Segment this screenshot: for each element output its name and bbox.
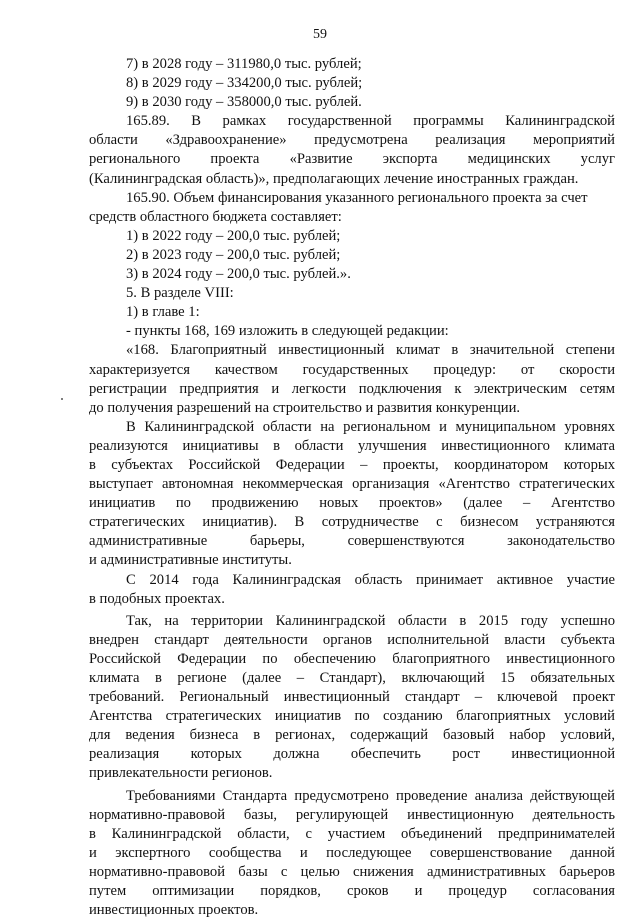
document-body (89, 55, 615, 920)
scan-artifact (61, 398, 63, 400)
text-line: 7) в 2028 году – 311980,0 тыс. рублей; (126, 56, 362, 72)
text-line: реализация которых должна обеспечить рост инвестиционной (89, 746, 615, 763)
text-line: В Калининградской области на региональном и муниципальном уровнях (126, 418, 615, 435)
text-line: Российской Федерации по обеспечению благоприятного инвестиционного (89, 650, 615, 667)
text-line: 3) в 2024 году – 200,0 тыс. рублей.». (126, 266, 351, 283)
text-line: внедрен стандарт деятельности органов исполнительной власти субъекта (89, 631, 615, 648)
text-line: Так, на территории Калининградской области в 2015 году успешно (126, 612, 615, 629)
text-line: в подобных проектах. (89, 590, 225, 607)
text-line: Требованиями Стандарта предусмотрено проведение анализа действующей (126, 787, 615, 804)
text-line: в субъектах Российской Федерации – проекты, координатором которых (89, 456, 615, 473)
text-line: административные барьеры, совершенствуются законодательство (89, 533, 615, 550)
text-line: и административные институты. (89, 552, 292, 569)
text-line: (Калининградская область)», предполагающих лечение иностранных граждан. (89, 170, 579, 187)
text-line: регионального проекта «Развитие экспорта медицинских услуг (89, 151, 615, 168)
text-line: - пункты 168, 169 изложить в следующей редакции: (126, 323, 449, 340)
text-line: инвестиционных проектов. (89, 902, 259, 919)
text-line: регистрации предприятия и легкости подключения к электрическим сетям (89, 380, 615, 397)
text-line: 1) в главе 1: (126, 304, 200, 321)
text-line: и экспертного сообщества и последующее совершенствование данной (89, 844, 615, 861)
text-line: путем оптимизации порядков, сроков и процедур согласования (89, 883, 615, 900)
text-line: Агентства стратегических инициатив по созданию благоприятных условий (89, 708, 615, 725)
text-line: выступает автономная некоммерческая организация «Агентство стратегических (89, 476, 615, 493)
text-line: стратегических инициатив). В сотрудничестве с бизнесом устраняются (89, 514, 615, 531)
text-line: 9) в 2030 году – 358000,0 тыс. рублей. (126, 94, 362, 111)
text-line: инициатив по продвижению новых проектов» (далее – Агентство (89, 495, 615, 512)
text-line: нормативно-правовой базы, регулирующей инвестиционную деятельность (89, 806, 615, 823)
text-line: 5. В разделе VIII: (126, 285, 234, 302)
text-line: средств областного бюджета составляет: (89, 208, 342, 225)
text-line: 1) в 2022 году – 200,0 тыс. рублей; (126, 227, 341, 244)
text-line: 165.89. В рамках государственной программы Калининградской (126, 113, 615, 130)
text-line: реализуются инициативы в области улучшения инвестиционного климата (89, 437, 615, 454)
text-line: для ведения бизнеса в регионах, содержащий базовый набор условий, (89, 727, 615, 744)
text-line: привлекательности регионов. (89, 765, 273, 782)
text-line: 165.90. Объем финансирования указанного регионального проекта за счет (126, 189, 588, 206)
text-line: 8) в 2029 году – 334200,0 тыс. рублей; (126, 75, 363, 92)
text-line: 2) в 2023 году – 200,0 тыс. рублей; (126, 246, 341, 263)
text-line: до получения разрешений на строительство и развития конкуренции. (89, 399, 521, 416)
text-line: климата в регионе (далее – Стандарт), включающий 15 обязательных (89, 670, 615, 686)
text-line: области «Здравоохранение» предусмотрена реализация мероприятий (89, 132, 615, 149)
text-line: в Калининградской области, с участием объединений предпринимателей (89, 825, 615, 842)
page-number: 59 (313, 27, 327, 42)
text-line: «168. Благоприятный инвестиционный климат в значительной степени (126, 342, 615, 359)
text-line: характеризуется качеством государственных процедур: от скорости (89, 361, 615, 378)
text-line: С 2014 года Калининградская область принимает активное участие (126, 571, 615, 588)
text-line: требований. Региональный инвестиционный стандарт – ключевой проект (89, 689, 615, 706)
text-line: нормативно-правовой базы с целью снижения административных барьеров (89, 863, 615, 880)
